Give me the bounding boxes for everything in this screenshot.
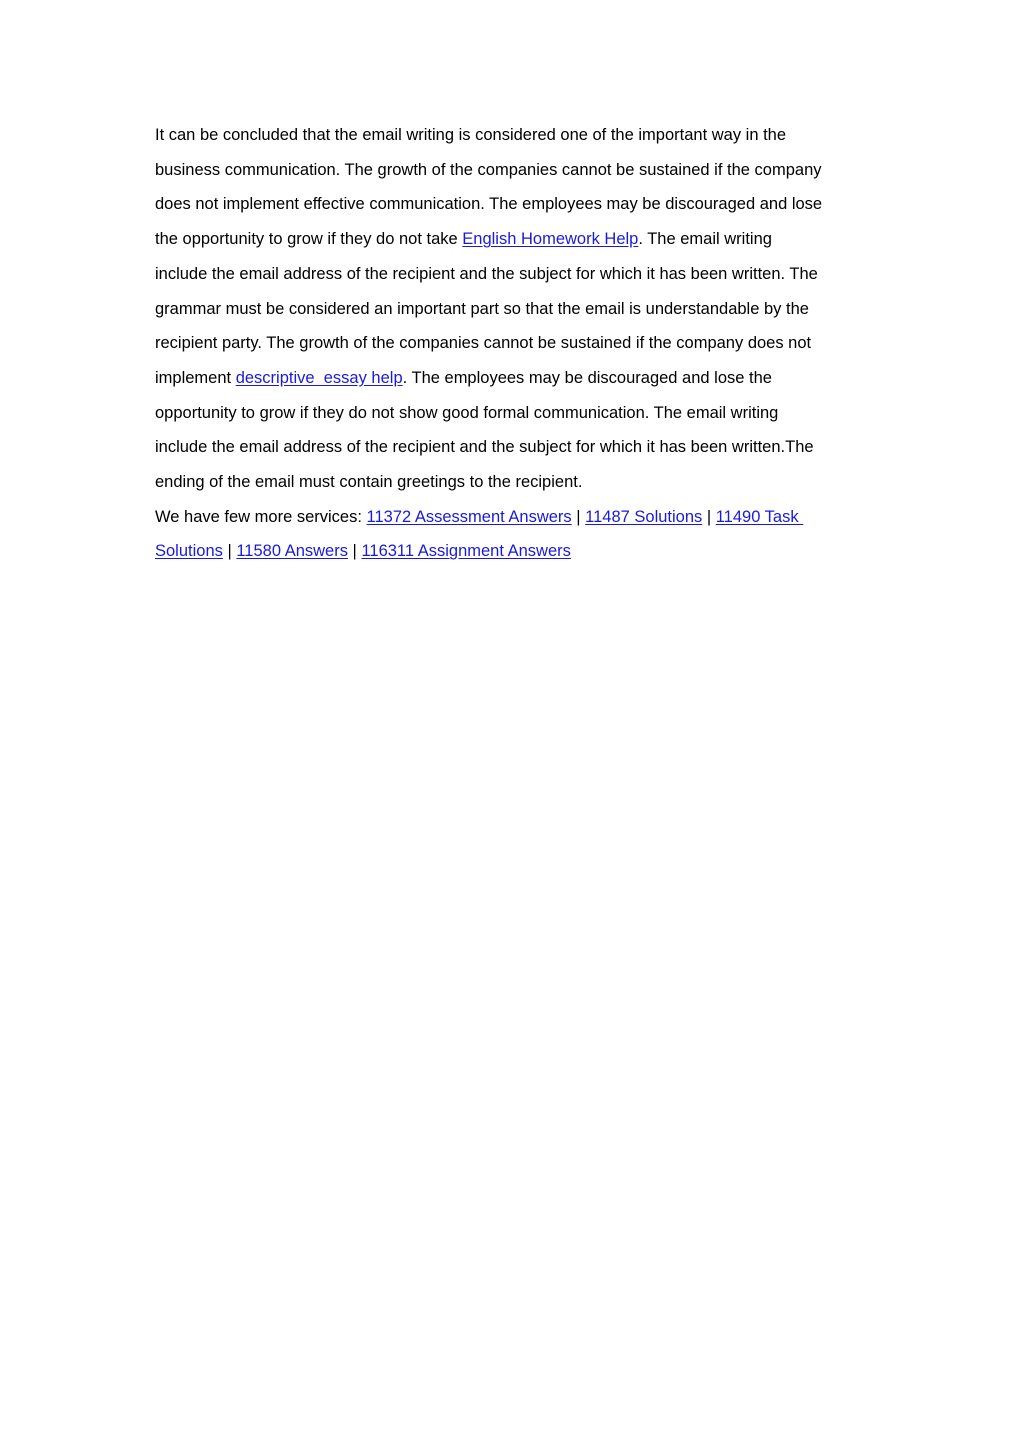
text-line-5: include the email address of the recipient and the subject for which it has been written. The — [155, 264, 818, 283]
text-line-2: business communication. The growth of the companies cannot be sustained if the company — [155, 160, 822, 179]
services-line-2 — [155, 534, 870, 569]
text-segment: the opportunity to grow if they do not take — [155, 230, 463, 249]
services-line-1 — [155, 500, 870, 535]
text-segment: implement — [155, 368, 236, 387]
separator: | — [702, 507, 716, 526]
text-segment: . The email writing — [638, 230, 772, 249]
separator: | — [347, 542, 362, 561]
text-line-3: does not implement effective communication. The employees may be discouraged and lose — [155, 195, 823, 214]
service-link-11490[interactable]: 11490 Task — [715, 507, 804, 526]
service-link-11372[interactable]: 11372 Assessment Answers — [366, 507, 572, 526]
services-intro: We have few more services: — [155, 507, 367, 526]
separator: | — [571, 507, 586, 526]
separator: | — [222, 542, 237, 561]
english-homework-help-link[interactable]: English Homework Help — [462, 230, 639, 249]
text-line-10: include the email address of the recipient and the subject for which it has been written.The — [155, 438, 814, 457]
text-line-1: It can be concluded that the email writing is considered one of the important way in the — [155, 126, 787, 144]
text-line-9: opportunity to grow if they do not show good formal communication. The email writing — [155, 403, 779, 422]
text-line-6: grammar must be considered an important part so that the email is understandable by the — [155, 299, 809, 318]
body-text — [155, 118, 870, 569]
text-line-7: recipient party. The growth of the companies cannot be sustained if the company does not — [155, 334, 812, 353]
text-line-11: ending of the email must contain greetings to the recipient. — [155, 473, 583, 492]
text-line-4 — [155, 222, 870, 257]
service-link-11580[interactable]: 11580 Answers — [236, 542, 348, 561]
text-line-8 — [155, 361, 870, 396]
service-link-11490-continued[interactable]: Solutions — [155, 542, 223, 561]
service-link-116311[interactable]: 116311 Assignment Answers — [361, 542, 571, 561]
service-link-11487[interactable]: 11487 Solutions — [585, 507, 703, 526]
text-segment: . The employees may be discouraged and lose the — [402, 368, 772, 387]
descriptive-essay-help-link[interactable]: descriptive essay help — [235, 368, 403, 387]
